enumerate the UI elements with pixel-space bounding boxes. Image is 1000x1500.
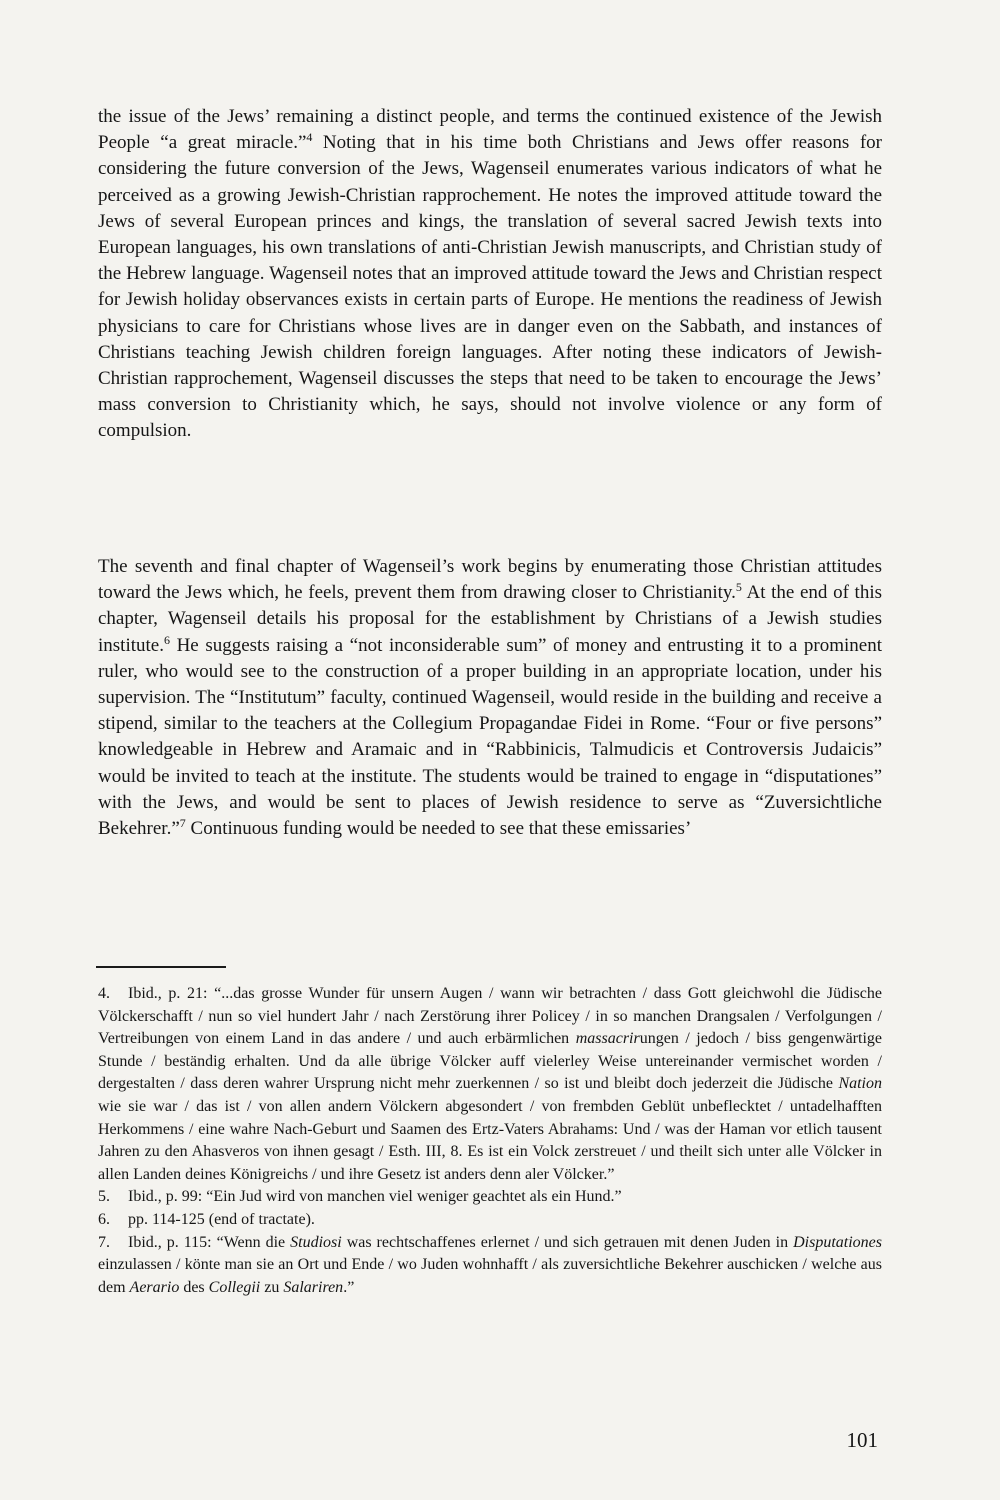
- footnote-number: 5.: [98, 1188, 110, 1206]
- footnote-number: 4.: [98, 985, 110, 1002]
- footnote-separator: [96, 966, 226, 968]
- footnote-text: Ibid., p. 115: “Wenn die: [128, 1233, 291, 1251]
- footnote-text: Ibid., p. 21: “...das grosse Wunder für unsern Augen / wann wir betrachten / dass Gott gleichwohl die Jüdische Völckerschafft / nun so viel hundert Jahr / nach Zerstörung ihrer Policey / in so manchen Drangsalen / Verfolgungen / Vertreibungen von einem Land in das andere / und auch erbärmlichen: [98, 985, 882, 1048]
- footnote-ref-6: 6: [163, 632, 170, 647]
- paragraph-text: He suggests raising a “not inconsiderable sum” of money and entrusting it to a prominent ruler, who would see to the construction of a proper building in an appropriate location, under his supervision. The “Institutum” faculty, continued Wagenseil, would reside in the building and receive a stipend, similar to the teachers at the Collegium Propagandae Fidei in Rome. “Four or five persons” knowledgeable in Hebrew and Aramaic and in “Rabbinicis, Talmudicis et Controversis Judaicis” would be invited to teach at the institute. The students would be trained to engage in “disputationes” with the Jews, and would be sent to places of Jewish residence to serve as “Zuversichtliche Bekehrer.”: [98, 634, 882, 840]
- footnote-ref-4: 4: [306, 130, 313, 145]
- footnote-ref-7: 7: [179, 816, 186, 831]
- footnote-italic: Aerario: [129, 1278, 180, 1296]
- footnote-number: 6.: [98, 1210, 110, 1228]
- paragraph-text: The seventh and final chapter of Wagenseil’s work begins by enumerating those Christian attitudes toward the Jews which, he feels, prevent them from drawing closer to Christianity.: [98, 556, 882, 604]
- footnote-italic: Nation: [838, 1075, 882, 1093]
- body-paragraph-1: [98, 104, 882, 445]
- footnotes: [98, 983, 882, 1299]
- page-number: 101: [846, 1428, 878, 1452]
- body-paragraph-2: [98, 554, 882, 842]
- footnote-text: einzulassen / könte man sie an Ort und Ende / wo Juden wohnhafft / als zuversichtliche Bekehrer auschicken / welche aus dem: [98, 1256, 882, 1296]
- footnote-text: Ibid., p. 99: “Ein Jud wird von manchen viel weniger geachtet als ein Hund.”: [128, 1188, 622, 1206]
- paragraph-text: At the end of this chapter, Wagenseil details his proposal for the establishment by Christians of a Jewish studies institute.: [98, 582, 882, 656]
- paragraph-text: Noting that in his time both Christians and Jews offer reasons for considering the future conversion of the Jews, Wagenseil enumerates various indicators of what he perceived as a growing Jewish-Christian rapprochement. He notes the improved attitude toward the Jews of several European princes and kings, the translation of several sacred Jewish texts into European languages, his own translations of anti-Christian Jewish manuscripts, and Christian study of the Hebrew language. Wagenseil notes that an improved attitude toward the Jews and Christian respect for Jewish holiday observances exists in certain parts of Europe. He mentions the readiness of Jewish physicians to care for Christians whose lives are in danger even on the Sabbath, and instances of Christians teaching Jewish children foreign languages. After noting these indicators of Jewish-Christian rapprochement, Wagenseil discusses the steps that need to be taken to encourage the Jews’ mass conversion to Christianity which, he says, should not involve violence or any form of compulsion.: [98, 132, 882, 442]
- footnote-4: [98, 983, 882, 1186]
- footnote-7: [98, 1232, 882, 1300]
- footnote-italic: massacrir: [575, 1030, 640, 1048]
- footnote-text: des: [179, 1278, 209, 1296]
- footnote-text: zu: [260, 1278, 284, 1296]
- footnote-italic: Salariren: [283, 1278, 344, 1296]
- footnote-text: pp. 114-125 (end of tractate).: [128, 1210, 315, 1228]
- paragraph-text: Continuous funding would be needed to see that these emissaries’: [185, 818, 692, 840]
- footnote-5: [98, 1186, 882, 1209]
- footnote-italic: Collegii: [208, 1278, 261, 1296]
- footnote-text: .”: [343, 1278, 355, 1296]
- footnote-text: wie sie war / das ist / von allen andern Völckern abgesondert / von frembden Geblüt unbeflecktet / untadelhafften Herkommens / eine wahre Nach-Geburt und Saamen des Ertz-Vaters Abrahams: Und / was der Haman vor etlich tausent Jahren zu den Ahasveros von ihnen gesagt / Esth. III, 8. Es ist ein Volck zerstreuet / und theilt sich unter alle Völcker in allen Landen deines Königreichs / und ihre Gesetz ist anders denn aler Völcker.”: [98, 1097, 882, 1183]
- footnote-ref-5: 5: [735, 580, 742, 595]
- footnote-italic: Studiosi: [290, 1233, 342, 1251]
- footnote-text: ungen / jedoch / biss gengenwärtige Stunde / beständig erhalten. Und da alle übrige Völcker auff vielerley Weise untereinander vermischet worden / dergestalten / dass deren wahrer Ursprung nicht mehr zuerkennen / so ist und bleibt doch jederzeit die Jüdische: [98, 1030, 883, 1093]
- paragraph-text: the issue of the Jews’ remaining a distinct people, and terms the continued existence of the Jewish People “a great miracle.”: [98, 106, 882, 154]
- footnote-text: was rechtschaffenes erlernet / und sich getrauen mit denen Juden in: [341, 1233, 794, 1251]
- footnote-number: 7.: [98, 1233, 110, 1251]
- footnote-6: [98, 1209, 882, 1232]
- footnote-italic: Disputationes: [793, 1233, 882, 1251]
